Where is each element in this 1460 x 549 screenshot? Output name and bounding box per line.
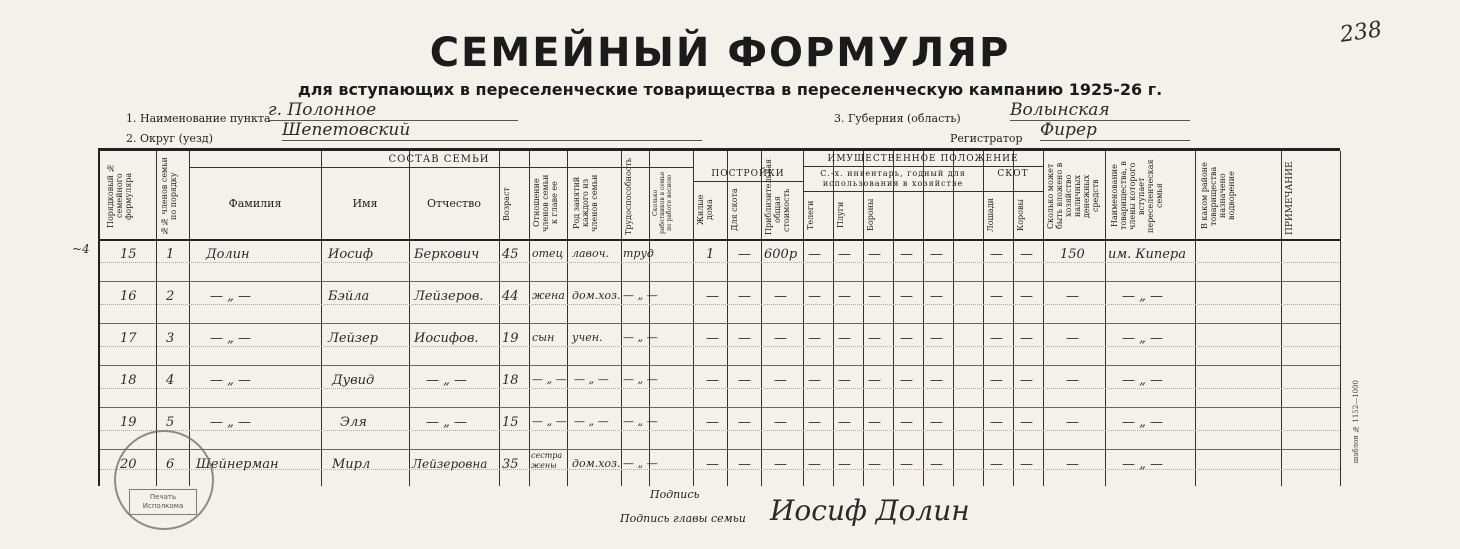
row-cows: — — [1020, 247, 1033, 262]
row-seq: 20 — [120, 457, 137, 472]
print-info: шаблон № 1152—1000 — [1352, 380, 1360, 464]
row-relation: отец — [532, 247, 564, 260]
row-inv-5: — — [930, 373, 943, 388]
row-carts: — — [808, 373, 821, 388]
row-surname: — „ — — [210, 331, 251, 346]
row-inv-4: — — [900, 415, 913, 430]
row-inv-5: — — [930, 289, 943, 304]
row-partnership: — „ — — [1122, 457, 1163, 472]
row-name: Лейзер — [328, 331, 379, 346]
row-occupation: учен. — [572, 331, 603, 344]
row-value: — — [774, 289, 787, 304]
row-partnership: им. Кипера — [1108, 247, 1186, 262]
row-age: 18 — [502, 373, 519, 388]
hdr-carts: Телеги — [806, 200, 815, 230]
head-signature-label: Подпись главы семьи — [620, 512, 746, 525]
row-partnership: — „ — — [1122, 331, 1163, 346]
row-dwellings: — — [706, 373, 719, 388]
row-patronymic: Беркович — [414, 247, 480, 262]
row-dwellings: — — [706, 331, 719, 346]
row-name: Бэйла — [328, 289, 370, 304]
row-ploughs: — — [838, 415, 851, 430]
row-age: 45 — [502, 247, 519, 262]
row-harrows: — — [868, 415, 881, 430]
row-patronymic: Иосифов. — [414, 331, 479, 346]
row-seq: 17 — [120, 331, 137, 346]
row-value: — — [774, 415, 787, 430]
row-inv-5: — — [930, 247, 943, 262]
row-cows: — — [1020, 373, 1033, 388]
row-sheds: — — [738, 457, 751, 472]
registrar-label: Регистратор — [950, 132, 1023, 145]
row-surname: — „ — — [210, 289, 251, 304]
row-seq: 18 — [120, 373, 137, 388]
row-inv-5: — — [930, 415, 943, 430]
family-table — [98, 148, 1340, 486]
row-no: 5 — [166, 415, 175, 430]
row-name: Дувид — [332, 373, 375, 388]
row-carts: — — [808, 457, 821, 472]
signature-label: Подпись — [650, 488, 700, 501]
row-labor: — „ — — [623, 457, 658, 470]
row-value: — — [774, 457, 787, 472]
row-cash: — — [1066, 373, 1079, 388]
sheet-number: 238 — [1338, 17, 1384, 48]
hdr-age: Возраст — [502, 187, 511, 221]
registrar-value: Фирер — [1040, 120, 1190, 141]
row-value: 600р — [764, 247, 798, 262]
row-age: 35 — [502, 457, 519, 472]
row-no: 3 — [166, 331, 175, 346]
row-cash: 150 — [1060, 247, 1085, 262]
row-cash: — — [1066, 331, 1079, 346]
stamp-label: Печать Исполкома — [129, 489, 197, 515]
row-inv-4: — — [900, 331, 913, 346]
row-horses: — — [990, 331, 1003, 346]
row-dwellings: — — [706, 457, 719, 472]
form-subtitle: для вступающих в переселенческие товарищества в переселенческую кампанию 1925-26 г. — [297, 80, 1163, 99]
hdr-region: В каком районе товарищества назначено водворение — [1200, 162, 1236, 230]
row-seq: 16 — [120, 289, 137, 304]
row-occupation: дом.хоз. — [572, 457, 621, 470]
row-ploughs: — — [838, 457, 851, 472]
row-occupation: — „ — — [574, 373, 609, 386]
hdr-partnership: Наименование товарищества, в члены которого вступает переселенческая семья — [1110, 159, 1164, 233]
row-inv-4: — — [900, 373, 913, 388]
locality-label: 1. Наименование пункта — [126, 112, 271, 125]
row-dwellings: — — [706, 415, 719, 430]
row-value: — — [774, 331, 787, 346]
row-seq: 19 — [120, 415, 137, 430]
hdr-labor: Трудоспособность — [624, 157, 633, 235]
district-value: Шепетовский — [282, 120, 702, 141]
row-labor: — „ — — [623, 373, 658, 386]
row-surname: — „ — — [210, 415, 251, 430]
group-buildings: ПОСТРОЙКИ — [711, 169, 785, 179]
row-surname: Долин — [206, 247, 250, 262]
row-ploughs: — — [838, 289, 851, 304]
group-inventory: С.-х. инвентарь, годный для использования в хозяйстве — [820, 169, 966, 188]
hdr-surname: Фамилия — [228, 197, 282, 210]
row-harrows: — — [868, 247, 881, 262]
hdr-occupation: Род занятий каждого из членов семьи — [572, 174, 599, 232]
row-labor: — „ — — [623, 289, 658, 302]
row-inv-5: — — [930, 457, 943, 472]
head-signature: Иосиф Долин — [770, 494, 970, 527]
row-occupation: дом.хоз. — [572, 289, 621, 302]
hdr-patronymic: Отчество — [427, 197, 481, 210]
official-stamp — [114, 430, 214, 530]
hdr-name: Имя — [352, 197, 378, 210]
hdr-total-value: Приблизительная общая стоимость — [764, 158, 791, 235]
row-sheds: — — [738, 373, 751, 388]
row-relation: сын — [532, 331, 555, 344]
row-relation: — „ — — [532, 373, 567, 386]
row-harrows: — — [868, 373, 881, 388]
district-label: 2. Округ (уезд) — [126, 132, 213, 145]
row-cows: — — [1020, 289, 1033, 304]
row-cash: — — [1066, 415, 1079, 430]
province-label: 3. Губерния (область) — [834, 112, 961, 125]
row-ploughs: — — [838, 373, 851, 388]
row-harrows: — — [868, 457, 881, 472]
row-cash: — — [1066, 457, 1079, 472]
row-labor: — „ — — [623, 415, 658, 428]
row-relation: — „ — — [532, 415, 567, 428]
row-seq: 15 — [120, 247, 137, 262]
hdr-cash: Сколько может быть вложено в хозяйство наличных денежных средств — [1046, 162, 1100, 230]
row-carts: — — [808, 289, 821, 304]
hdr-seq: Порядковый № семейного формуляра — [106, 163, 133, 229]
hdr-member-no: №№ членов семьи по порядку — [160, 157, 178, 235]
row-horses: — — [990, 373, 1003, 388]
row-ploughs: — — [838, 247, 851, 262]
row-horses: — — [990, 457, 1003, 472]
row-carts: — — [808, 247, 821, 262]
hdr-relation: Отношение членов семьи к главе ее — [532, 174, 559, 232]
row-sheds: — — [738, 331, 751, 346]
row-name: Иосиф — [328, 247, 373, 262]
row-occupation: — „ — — [574, 415, 609, 428]
hdr-ploughs: Плуги — [836, 201, 845, 229]
row-value: — — [774, 373, 787, 388]
row-no: 4 — [166, 373, 175, 388]
row-name: Эля — [340, 415, 367, 430]
row-no: 6 — [166, 457, 175, 472]
row-cows: — — [1020, 457, 1033, 472]
row-cows: — — [1020, 415, 1033, 430]
row-relation: сестра жены — [531, 451, 563, 470]
row-patronymic: — „ — — [426, 415, 467, 430]
row-relation: жена — [532, 289, 565, 302]
row-ploughs: — — [838, 331, 851, 346]
row-dwellings: 1 — [706, 247, 715, 262]
hdr-horses: Лошади — [986, 198, 995, 232]
row-surname: Шейнерман — [196, 457, 279, 472]
row-horses: — — [990, 415, 1003, 430]
row-cows: — — [1020, 331, 1033, 346]
row-age: 15 — [502, 415, 519, 430]
row-age: 19 — [502, 331, 519, 346]
row-no: 2 — [166, 289, 175, 304]
row-inv-4: — — [900, 457, 913, 472]
group-family: СОСТАВ СЕМЬИ — [388, 154, 490, 165]
hdr-notes: ПРИМЕЧАНИЕ — [1285, 161, 1295, 235]
row-horses: — — [990, 289, 1003, 304]
locality-value: г. Полонное — [268, 100, 518, 121]
form-title: СЕМЕЙНЫЙ ФОРМУЛЯР — [429, 30, 1011, 76]
row-carts: — — [808, 331, 821, 346]
row-harrows: — — [868, 331, 881, 346]
row-labor: труд — [623, 247, 654, 260]
row-horses: — — [990, 247, 1003, 262]
row-harrows: — — [868, 289, 881, 304]
row-labor: — „ — — [623, 331, 658, 344]
hdr-harrows: Бороны — [866, 198, 875, 232]
row-inv-4: — — [900, 289, 913, 304]
row-name: Мирл — [332, 457, 371, 472]
row-partnership: — „ — — [1122, 415, 1163, 430]
row-dwellings: — — [706, 289, 719, 304]
row-sheds: — — [738, 289, 751, 304]
province-value: Волынская — [1010, 100, 1190, 121]
row-inv-5: — — [930, 331, 943, 346]
hdr-cows: Коровы — [1016, 199, 1025, 231]
hdr-cattle-sheds: Для скота — [730, 188, 739, 232]
group-property: ИМУЩЕСТВЕННОЕ ПОЛОЖЕНИЕ — [827, 154, 1019, 164]
row-carts: — — [808, 415, 821, 430]
row-age: 44 — [502, 289, 519, 304]
row-cash: — — [1066, 289, 1079, 304]
row-patronymic: — „ — — [426, 373, 467, 388]
row-sheds: — — [738, 415, 751, 430]
row-partnership: — „ — — [1122, 289, 1163, 304]
row-surname: — „ — — [210, 373, 251, 388]
row-inv-4: — — [900, 247, 913, 262]
row-patronymic: Лейзеров. — [414, 289, 484, 304]
margin-mark: ~4 — [72, 242, 90, 256]
hdr-dwellings: Жилые дома — [696, 194, 714, 226]
row-no: 1 — [166, 247, 175, 262]
group-livestock: СКОТ — [997, 169, 1029, 179]
row-patronymic: Лейзеровна — [412, 457, 488, 471]
row-occupation: лавоч. — [572, 247, 609, 260]
row-sheds: — — [738, 247, 751, 262]
row-partnership: — „ — — [1122, 373, 1163, 388]
hdr-workdays: Сколько работников в семье по работе весною — [652, 171, 673, 235]
